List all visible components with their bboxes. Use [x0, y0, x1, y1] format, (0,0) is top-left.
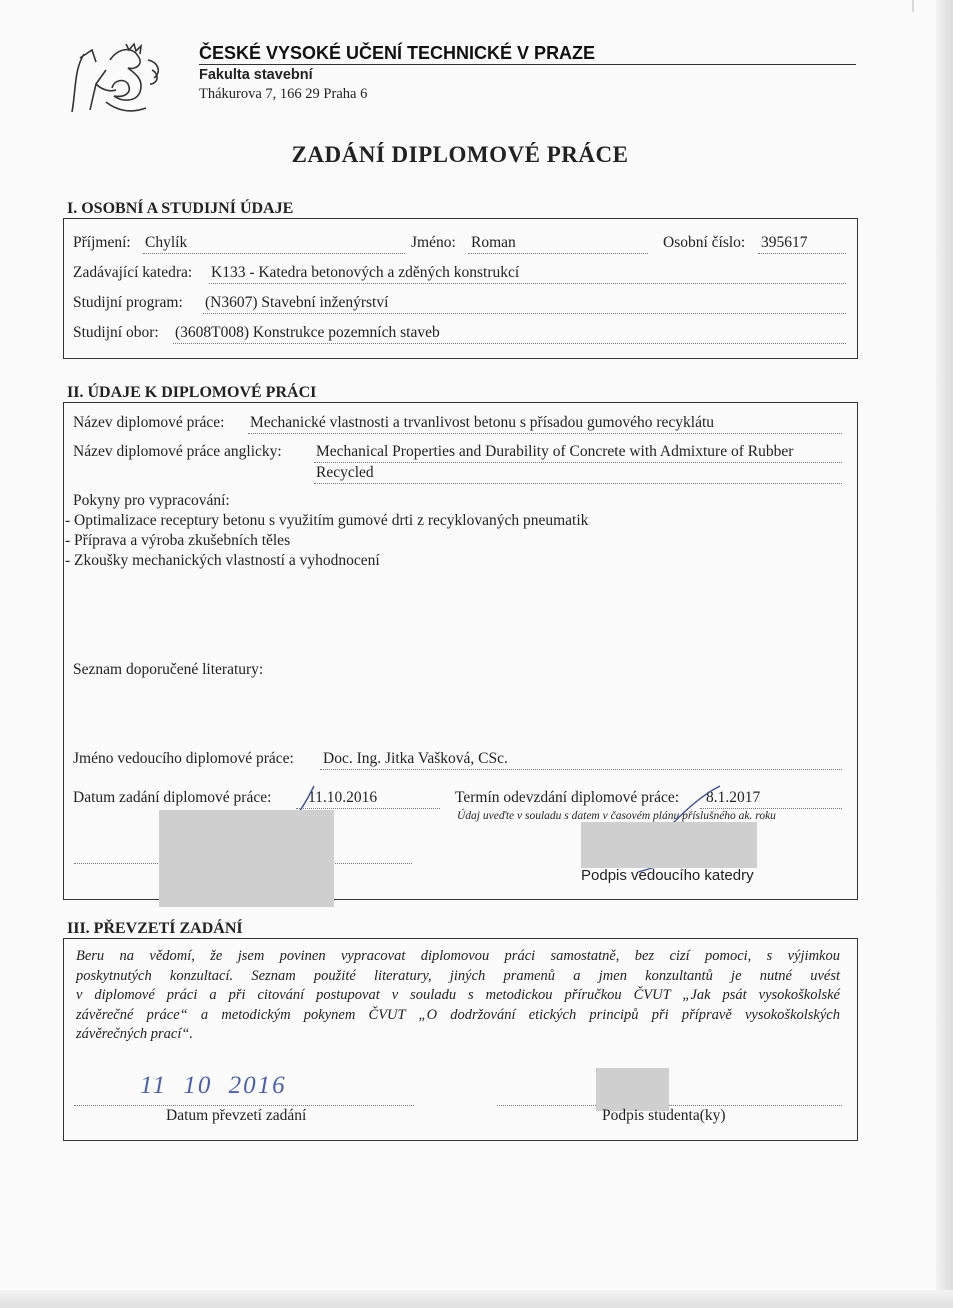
department-field: [209, 264, 846, 284]
department-value: K133 - Katedra betonových a zděných konstrukcí: [211, 264, 520, 281]
date-signature-line: [74, 1088, 414, 1106]
assign-date-label: Datum zadání diplomové práce:: [73, 789, 272, 806]
deadline-value: 8.1.2017: [706, 789, 761, 806]
student-signature-label: Podpis studenta(ky): [602, 1107, 726, 1124]
head-signature-label: Podpis vedoucího katedry: [581, 867, 754, 884]
statement-line: závěrečných prací“.: [76, 1026, 194, 1043]
deadline-label: Termín odevzdání diplomové práce:: [455, 789, 680, 806]
department-label: Zadávající katedra:: [73, 264, 193, 281]
thesis-title-value: Mechanické vlastnosti a trvanlivost betonu s přísadou gumového recyklátu: [250, 414, 715, 431]
thesis-title-label: Název diplomové práce:: [73, 414, 225, 431]
university-name: ČESKÉ VYSOKÉ UČENÍ TECHNICKÉ V PRAZE: [199, 43, 596, 63]
field-label: Studijní obor:: [73, 324, 159, 341]
cvut-lion-logo-icon: [66, 40, 170, 120]
program-field: [203, 294, 846, 314]
thesis-title-en-field: [314, 443, 842, 484]
personal-no-field: [758, 234, 846, 254]
thesis-title-en-line-2: Recycled: [314, 464, 842, 484]
section-2-heading: II. ÚDAJE K DIPLOMOVÉ PRÁCI: [67, 384, 317, 401]
redacted-signature: [159, 810, 334, 907]
instructions-label: Pokyny pro vypracování:: [73, 492, 230, 509]
statement-line: závěrečné práce“ a metodickým pokynem ČVUT „O dodržování etických principů při přípravě vysokoškolských: [76, 1006, 840, 1023]
section-3-heading: III. PŘEVZETÍ ZADÁNÍ: [67, 920, 243, 937]
surname-value: Chylík: [145, 234, 188, 251]
header-rule: [199, 64, 856, 65]
supervisor-field: [320, 750, 842, 770]
instruction-item: - Příprava a výroba zkušebních těles: [65, 532, 291, 549]
statement-text: [76, 947, 840, 1045]
supervisor-value: Doc. Ing. Jitka Vašková, CSc.: [323, 750, 508, 767]
name-label: Jméno:: [411, 234, 456, 251]
section-1-heading: I. OSOBNÍ A STUDIJNÍ ÚDAJE: [67, 200, 294, 217]
instruction-item: - Optimalizace receptury betonu s využitím gumové drti z recyklovaných pneumatik: [65, 512, 589, 529]
program-value: (N3607) Stavební inženýrství: [205, 294, 389, 311]
faculty-address: Thákurova 7, 166 29 Praha 6: [199, 86, 368, 102]
surname-label: Příjmení:: [73, 234, 131, 251]
supervisor-label: Jméno vedoucího diplomové práce:: [73, 750, 294, 767]
university-logo: [66, 40, 170, 120]
name-field: [468, 234, 648, 254]
literature-label: Seznam doporučené literatury:: [73, 661, 264, 678]
thesis-title-en-label: Název diplomové práce anglicky:: [73, 443, 282, 460]
faculty-name: Fakulta stavební: [199, 67, 313, 83]
student-signature-line: [497, 1088, 842, 1106]
thesis-title-en-line-1: Mechanical Properties and Durability of Concrete with Admixture of Rubber: [314, 443, 842, 463]
redacted-signature: [581, 822, 757, 868]
statement-line: v diplomové práci a při citování postupovat v souladu s metodickou příručkou ČVUT „Jak psát vysokoškolské: [76, 987, 840, 1004]
statement-line: Beru na vědomí, že jsem povinen vypracovat diplomovou práci samostatně, bez cizí pomoci, s výjimkou: [76, 948, 840, 964]
instruction-item: - Zkoušky mechanických vlastností a vyhodnocení: [65, 552, 380, 569]
date-label: Datum převzetí zadání: [166, 1107, 307, 1124]
surname-field: [143, 234, 405, 254]
field-field: [173, 324, 846, 344]
thesis-title-field: [248, 414, 842, 434]
handwritten-date: 11 10 2016: [140, 1072, 287, 1099]
deadline-note: Údaj uveďte v souladu s datem v časovém plánu příslušného ak. roku: [457, 810, 776, 822]
redacted-signature: [596, 1068, 669, 1111]
personal-no-label: Osobní číslo:: [663, 234, 746, 251]
field-value: (3608T008) Konstrukce pozemních staveb: [175, 324, 440, 341]
assign-date-value: 11.10.2016: [308, 789, 378, 806]
personal-no-value: 395617: [761, 234, 808, 251]
page-title: ZADÁNÍ DIPLOMOVÉ PRÁCE: [291, 142, 629, 167]
name-value: Roman: [471, 234, 516, 251]
statement-line: poskytnutých konzultací. Seznam použité literatury, jiných pramenů a jmen konzultantů je nutné uvést: [76, 967, 840, 984]
program-label: Studijní program:: [73, 294, 183, 311]
